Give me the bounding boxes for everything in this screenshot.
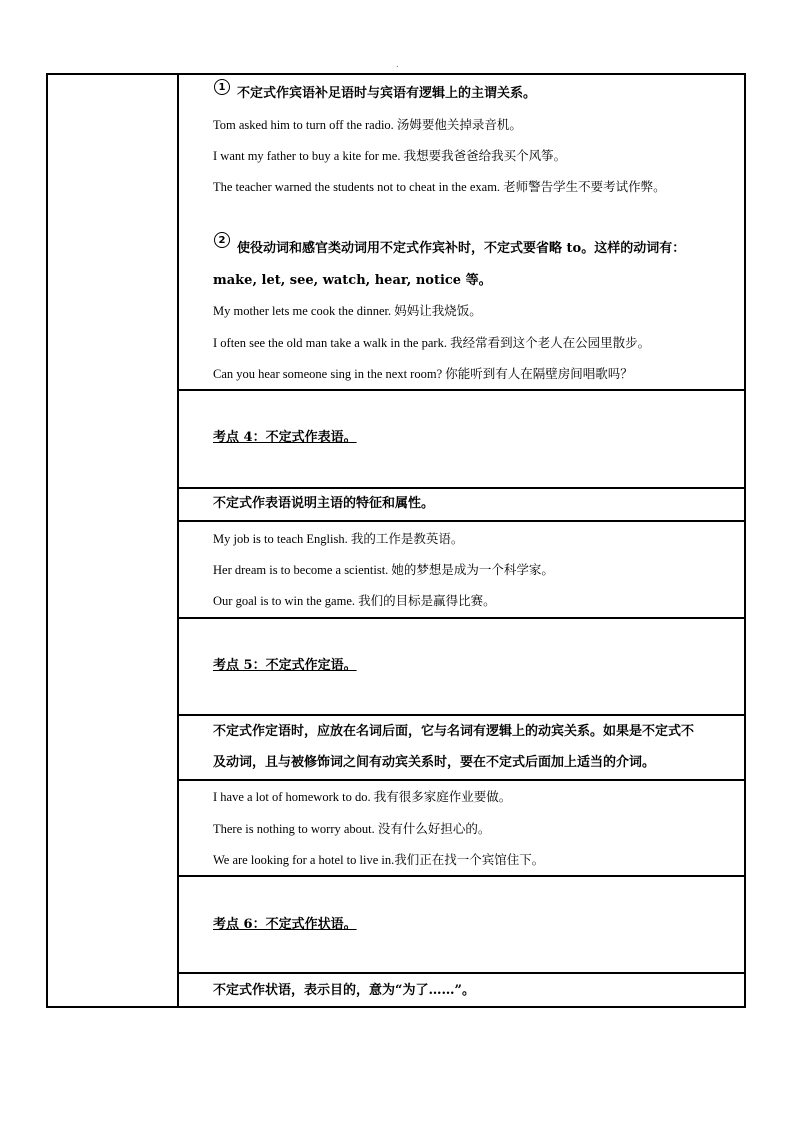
example-line: My mother lets me cook the dinner. 妈妈让我烧饭。 [213,304,482,318]
point5-heading: 考点 5：不定式作定语。 [213,658,357,673]
example-line: Tom asked him to turn off the radio. 汤姆要他关掉录音机。 [213,118,522,132]
left-column [46,73,179,1008]
point5-rule-row [179,716,746,781]
point6-heading-row [179,877,746,974]
point4-rule-row [179,489,746,522]
example-line: The teacher warned the students not to cheat in the exam. 老师警告学生不要考试作弊。 [213,180,666,194]
example-line: Can you hear someone sing in the next room? 你能听到有人在隔壁房间唱歌吗？ [213,367,633,381]
top-mark: . [396,60,399,69]
circled-number-2: 2 [214,232,230,248]
point6-heading: 考点 6：不定式作状语。 [213,917,357,932]
point6-rule: 不定式作状语，表示目的，意为“为了……”。 [213,983,475,998]
section-object-complement [179,75,746,391]
point4-heading: 考点 4：不定式作表语。 [213,430,357,445]
example-line: There is nothing to worry about. 没有什么好担心的。 [213,822,491,836]
item1-title: 不定式作宾语补足语时与宾语有逻辑上的主谓关系。 [237,86,537,101]
item2-title-line2: make, let, see, watch, hear, notice 等。 [213,273,492,288]
point5-rule-line2: 及动词，且与被修饰词之间有动宾关系时，要在不定式后面加上适当的介词。 [213,755,656,770]
example-line: My job is to teach English. 我的工作是教英语。 [213,532,464,546]
example-line: Her dream is to become a scientist. 她的梦想是成为一个科学家。 [213,563,554,577]
point4-rule: 不定式作表语说明主语的特征和属性。 [213,496,435,511]
example-line: I want my father to buy a kite for me. 我想要我爸爸给我买个风筝。 [213,149,567,163]
example-line: I often see the old man take a walk in the park. 我经常看到这个老人在公园里散步。 [213,336,651,350]
point5-heading-row [179,619,746,716]
point6-rule-row [179,974,746,1006]
point4-heading-row [179,391,746,489]
point5-examples-row [179,781,746,877]
point5-rule-line1: 不定式作定语时，应放在名词后面，它与名词有逻辑上的动宾关系。如果是不定式不 [213,724,695,739]
example-line: We are looking for a hotel to live in.我们正在找一个宾馆住下。 [213,853,545,867]
item2-title-line1: 使役动词和感官类动词用不定式作宾补时，不定式要省略 to。这样的动词有： [237,241,686,256]
circled-number-1: 1 [214,79,230,95]
point4-examples-row [179,522,746,619]
example-line: I have a lot of homework to do. 我有很多家庭作业要做。 [213,790,512,804]
example-line: Our goal is to win the game. 我们的目标是赢得比赛。 [213,594,496,608]
